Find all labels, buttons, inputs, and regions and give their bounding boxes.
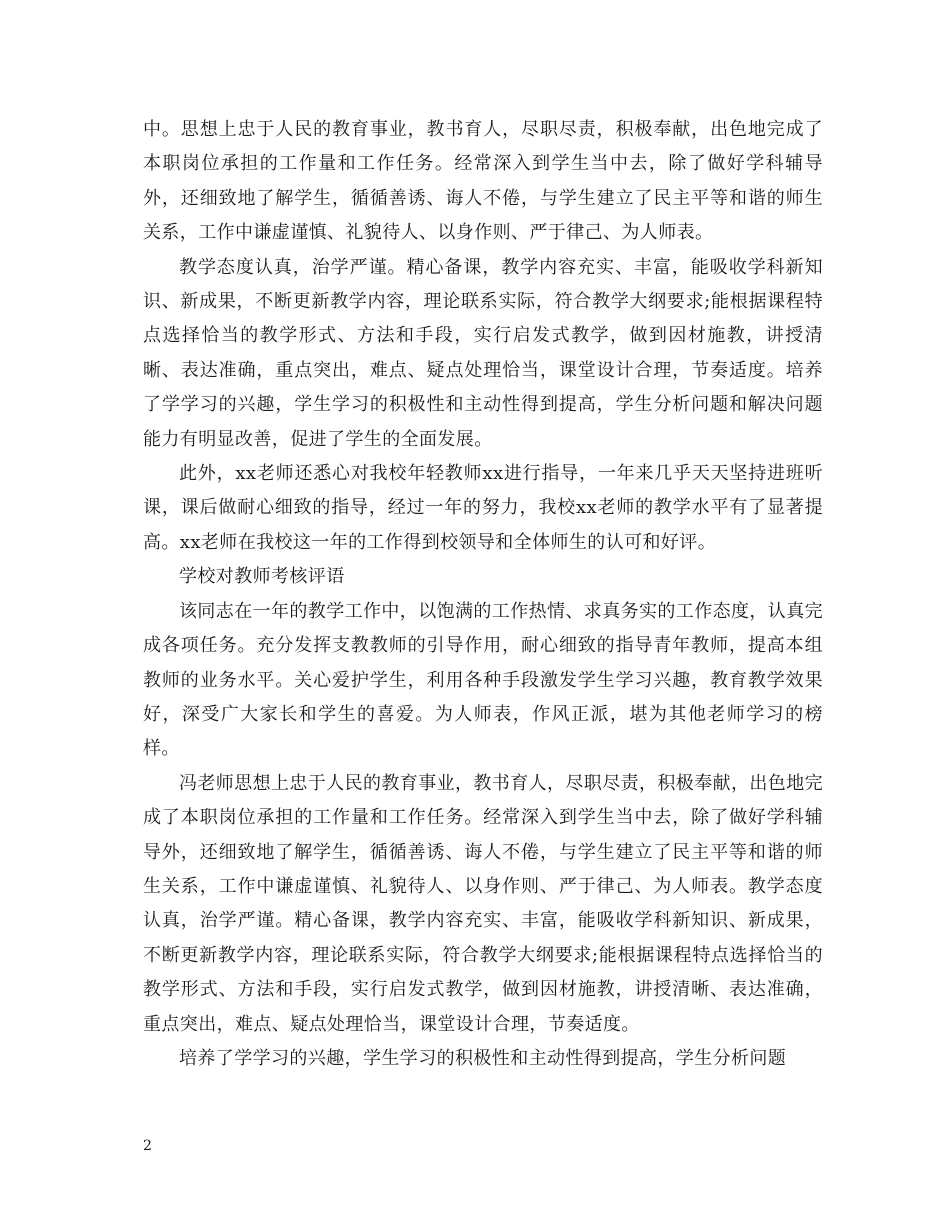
paragraph-feng-teacher: 冯老师思想上忠于人民的教育事业，教书育人，尽职尽责，积极奉献，出色地完成了本职岗位承担的工作量和工作任务。经常深入到学生当中去，除了做好学科辅导外，还细致地了解学生，循循善诱、诲人不倦，与学生建立了民主平等和谐的师生关系，工作中谦虚谨慎、礼貌待人、以身作则、严于律己、为人师表。教学态度认真，治学严谨。精心备课，教学内容充实、丰富，能吸收学科新知识、新成果，不断更新教学内容，理论联系实际，符合教学大纲要求;能根据课程特点选择恰当的教学形式、方法和手段，实行启发式教学，做到因材施教，讲授清晰、表达准确，重点突出，难点、疑点处理恰当，课堂设计合理，节奏适度。 bbox=[143, 772, 823, 1035]
page-number: 2 bbox=[143, 1138, 152, 1154]
section-heading: 学校对教师考核评语 bbox=[179, 566, 345, 588]
paragraph-evaluation: 该同志在一年的教学工作中，以饱满的工作热情、求真务实的工作态度，认真完成各项任务。充分发挥支教教师的引导作用，耐心细致的指导青年教师，提高本组教师的业务水平。关心爱护学生，利用各种手段激发学生学习兴趣，教育教学效果好，深受广大家长和学生的喜爱。为人师表，作风正派，堪为其他老师学习的榜样。 bbox=[143, 600, 823, 760]
paragraph-mentoring: 此外，xx老师还悉心对我校年轻教师xx进行指导，一年来几乎天天坚持进班听课，课后做耐心细致的指导，经过一年的努力，我校xx老师的教学水平有了显著提高。xx老师在我校这一年的工作得到校领导和全体师生的认可和好评。 bbox=[143, 463, 823, 553]
document-body bbox=[143, 113, 823, 1076]
paragraph-interest: 培养了学学习的兴趣，学生学习的积极性和主动性得到提高，学生分析问题 bbox=[179, 1047, 787, 1069]
paragraph-teaching-attitude: 教学态度认真，治学严谨。精心备课，教学内容充实、丰富，能吸收学科新知识、新成果，不断更新教学内容，理论联系实际，符合教学大纲要求;能根据课程特点选择恰当的教学形式、方法和手段，实行启发式教学，做到因材施教，讲授清晰、表达准确，重点突出，难点、疑点处理恰当，课堂设计合理，节奏适度。培养了学学习的兴趣，学生学习的积极性和主动性得到提高，学生分析问题和解决问题能力有明显改善，促进了学生的全面发展。 bbox=[143, 256, 823, 450]
paragraph-continuation: 中。思想上忠于人民的教育事业，教书育人，尽职尽责，积极奉献，出色地完成了本职岗位承担的工作量和工作任务。经常深入到学生当中去，除了做好学科辅导外，还细致地了解学生，循循善诱、诲人不倦，与学生建立了民主平等和谐的师生关系，工作中谦虚谨慎、礼貌待人、以身作则、严于律己、为人师表。 bbox=[143, 119, 823, 244]
